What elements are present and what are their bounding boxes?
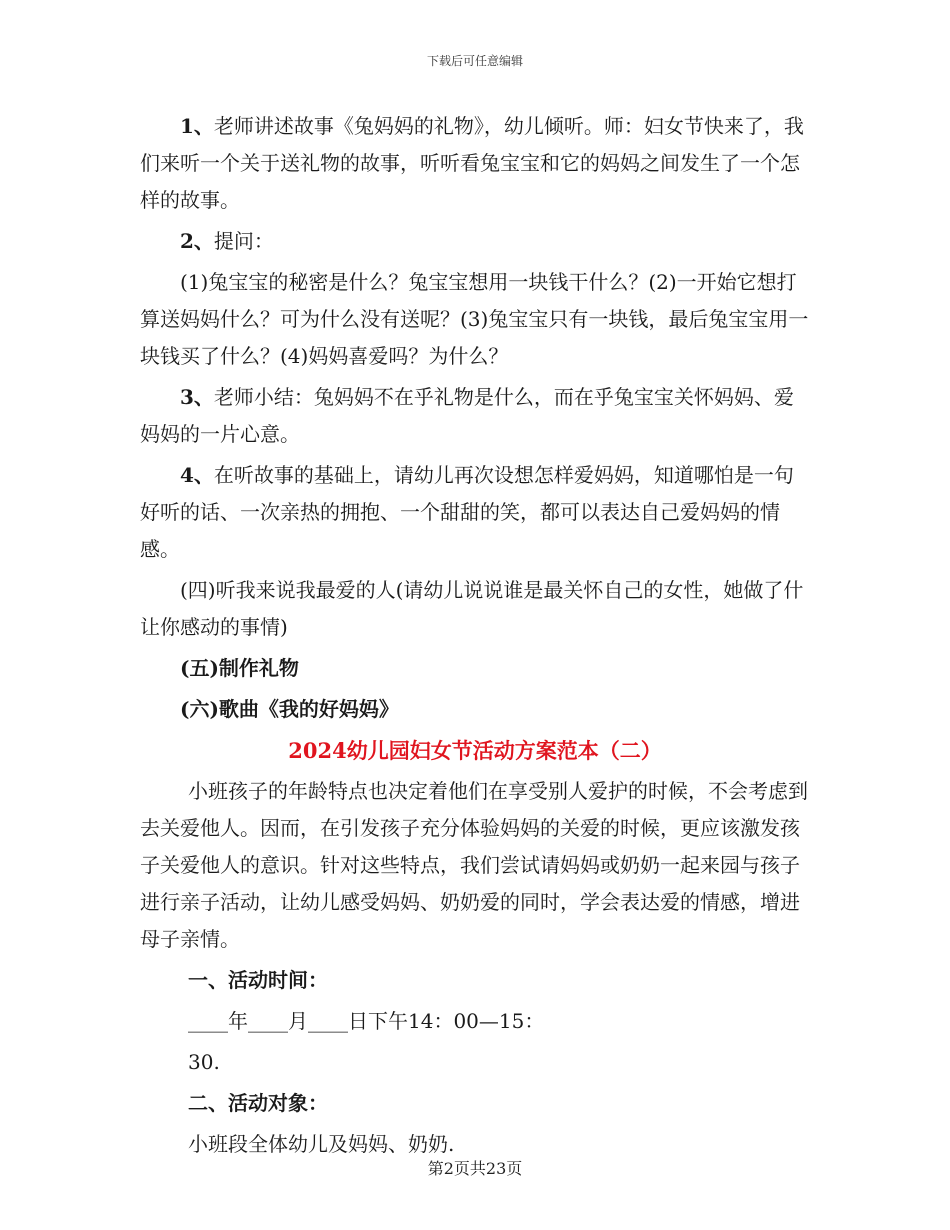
activity-time-line-cont: 30. [188, 1050, 220, 1074]
paragraph-questions: (1)兔宝宝的秘密是什么？兔宝宝想用一块钱干什么？(2)一开始它想打算送妈妈什么？可为什么没有送呢？(3)兔宝宝只有一块钱，最后兔宝宝用一块钱买了什么？(4)妈妈喜爱吗？为什么？ [140, 270, 809, 368]
paragraph-section-5: (五)制作礼物 [180, 656, 299, 680]
paragraph-text: 在听故事的基础上，请幼儿再次设想怎样爱妈妈，知道哪怕是一句好听的话、一次亲热的拥抱、一个甜甜的笑，都可以表达自己爱妈妈的情感。 [140, 463, 794, 561]
page-header: 下载后可任意编辑 [426, 54, 523, 68]
paragraph-step-2 [140, 223, 810, 260]
activity-time-line: ____年____月____日下午14：00—15： [188, 1009, 545, 1033]
paragraph-step-4 [140, 457, 810, 568]
step-number: 1、 [180, 114, 214, 138]
paragraph-section-4: (四)听我来说我最爱的人(请幼儿说说谁是最关怀自己的女性，她做了什让你感动的事情) [140, 578, 804, 639]
activity-target-text: 小班段全体幼儿及妈妈、奶奶. [188, 1132, 455, 1156]
heading-activity-time: 一、活动时间： [188, 968, 328, 992]
section-title: 2024幼儿园妇女节活动方案范本（二） [288, 738, 662, 763]
document-body [140, 108, 810, 1167]
paragraph-text: 老师讲述故事《兔妈妈的礼物》，幼儿倾听。师：妇女节快来了，我们来听一个关于送礼物的故事，听听看兔宝宝和它的妈妈之间发生了一个怎样的故事。 [140, 114, 804, 212]
paragraph-text: 老师小结：兔妈妈不在乎礼物是什么，而在乎兔宝宝关怀妈妈、爱妈妈的一片心意。 [140, 385, 794, 446]
step-number: 3、 [180, 385, 214, 409]
page-footer: 第2页共23页 [427, 1159, 523, 1178]
paragraph-step-3 [140, 379, 810, 453]
paragraph-intro: 小班孩子的年龄特点也决定着他们在享受别人爱护的时候，不会考虑到去关爱他人。因而，在引发孩子充分体验妈妈的关爱的时候，更应该激发孩子关爱他人的意识。针对这些特点，我们尝试请妈妈或奶奶一起来园与孩子进行亲子活动，让幼儿感受妈妈、奶奶爱的同时，学会表达爱的情感，增进母子亲情。 [140, 779, 808, 951]
step-number: 2、 [180, 229, 214, 253]
paragraph-step-1 [140, 108, 810, 219]
heading-activity-target: 二、活动对象： [188, 1091, 328, 1115]
paragraph-section-6: (六)歌曲《我的好妈妈》 [180, 697, 399, 721]
paragraph-text: 提问： [213, 229, 274, 253]
step-number: 4、 [180, 463, 214, 487]
